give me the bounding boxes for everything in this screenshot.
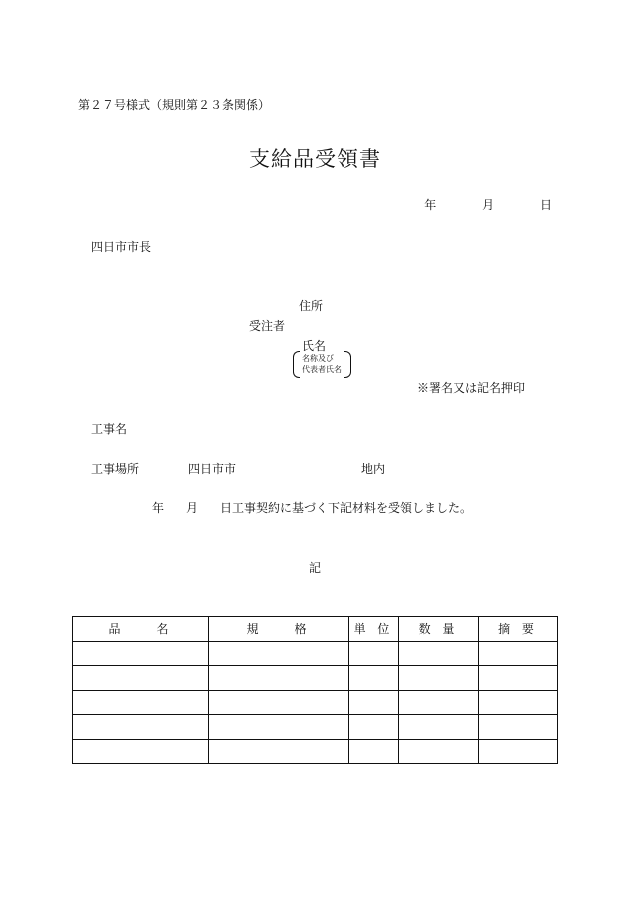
table-cell: [399, 641, 479, 666]
header-remarks: 摘 要: [479, 617, 558, 642]
table-cell: [349, 739, 399, 764]
receipt-statement: [152, 499, 472, 516]
left-bracket: [293, 351, 300, 378]
ki-heading: 記: [308, 561, 321, 575]
table-cell: [479, 641, 558, 666]
work-site-label: 工事場所: [91, 462, 140, 476]
work-site-city: 四日市市: [188, 462, 237, 476]
table-cell: [349, 690, 399, 715]
name-label: 氏名: [302, 339, 327, 353]
addressee: 四日市市長: [91, 240, 152, 254]
table-cell: [399, 739, 479, 764]
form-number: 第２７号様式（規則第２３条関係）: [78, 98, 271, 112]
table-cell: [209, 641, 349, 666]
contractor-label: 受注者: [249, 319, 286, 333]
materials-table: [72, 616, 558, 764]
table-cell: [209, 666, 349, 691]
date-line: [424, 196, 552, 213]
table-cell: [349, 641, 399, 666]
right-bracket: [344, 351, 351, 378]
header-quantity: 数 量: [399, 617, 479, 642]
document-title: 支給品受領書: [249, 147, 381, 171]
table-cell: [349, 666, 399, 691]
table-row: [73, 739, 558, 764]
name-note-line2: 代表者氏名: [302, 365, 342, 374]
date-day-label: 日: [539, 198, 552, 212]
date-month-label: 月: [482, 198, 495, 212]
header-item-name: 品 名: [73, 617, 209, 642]
table-header-row: [73, 617, 558, 642]
table-cell: [479, 715, 558, 740]
table-cell: [399, 666, 479, 691]
table-row: [73, 666, 558, 691]
name-note-line1: 名称及び: [302, 354, 334, 363]
table-row: [73, 690, 558, 715]
table-cell: [73, 641, 209, 666]
table-cell: [73, 715, 209, 740]
receipt-year-label: 年: [152, 501, 165, 515]
date-year-label: 年: [424, 198, 437, 212]
table-row: [73, 641, 558, 666]
name-note-text: [302, 353, 342, 375]
header-spec: 規 格: [209, 617, 349, 642]
table-cell: [349, 715, 399, 740]
receipt-month-label: 月: [186, 501, 199, 515]
table-cell: [209, 715, 349, 740]
table-cell: [73, 739, 209, 764]
work-name-label: 工事名: [91, 422, 128, 436]
table-row: [73, 715, 558, 740]
table-cell: [73, 666, 209, 691]
table-cell: [73, 690, 209, 715]
table-cell: [399, 690, 479, 715]
address-label: 住所: [299, 299, 324, 313]
table-cell: [479, 666, 558, 691]
table-cell: [479, 690, 558, 715]
seal-note: ※署名又は記名押印: [417, 381, 526, 395]
work-site-area: 地内: [361, 462, 386, 476]
table-cell: [209, 690, 349, 715]
table-cell: [479, 739, 558, 764]
header-unit: 単 位: [349, 617, 399, 642]
name-note: [293, 351, 351, 377]
table-cell: [209, 739, 349, 764]
table-cell: [399, 715, 479, 740]
receipt-rest: 日工事契約に基づく下記材料を受領しました。: [220, 501, 473, 515]
